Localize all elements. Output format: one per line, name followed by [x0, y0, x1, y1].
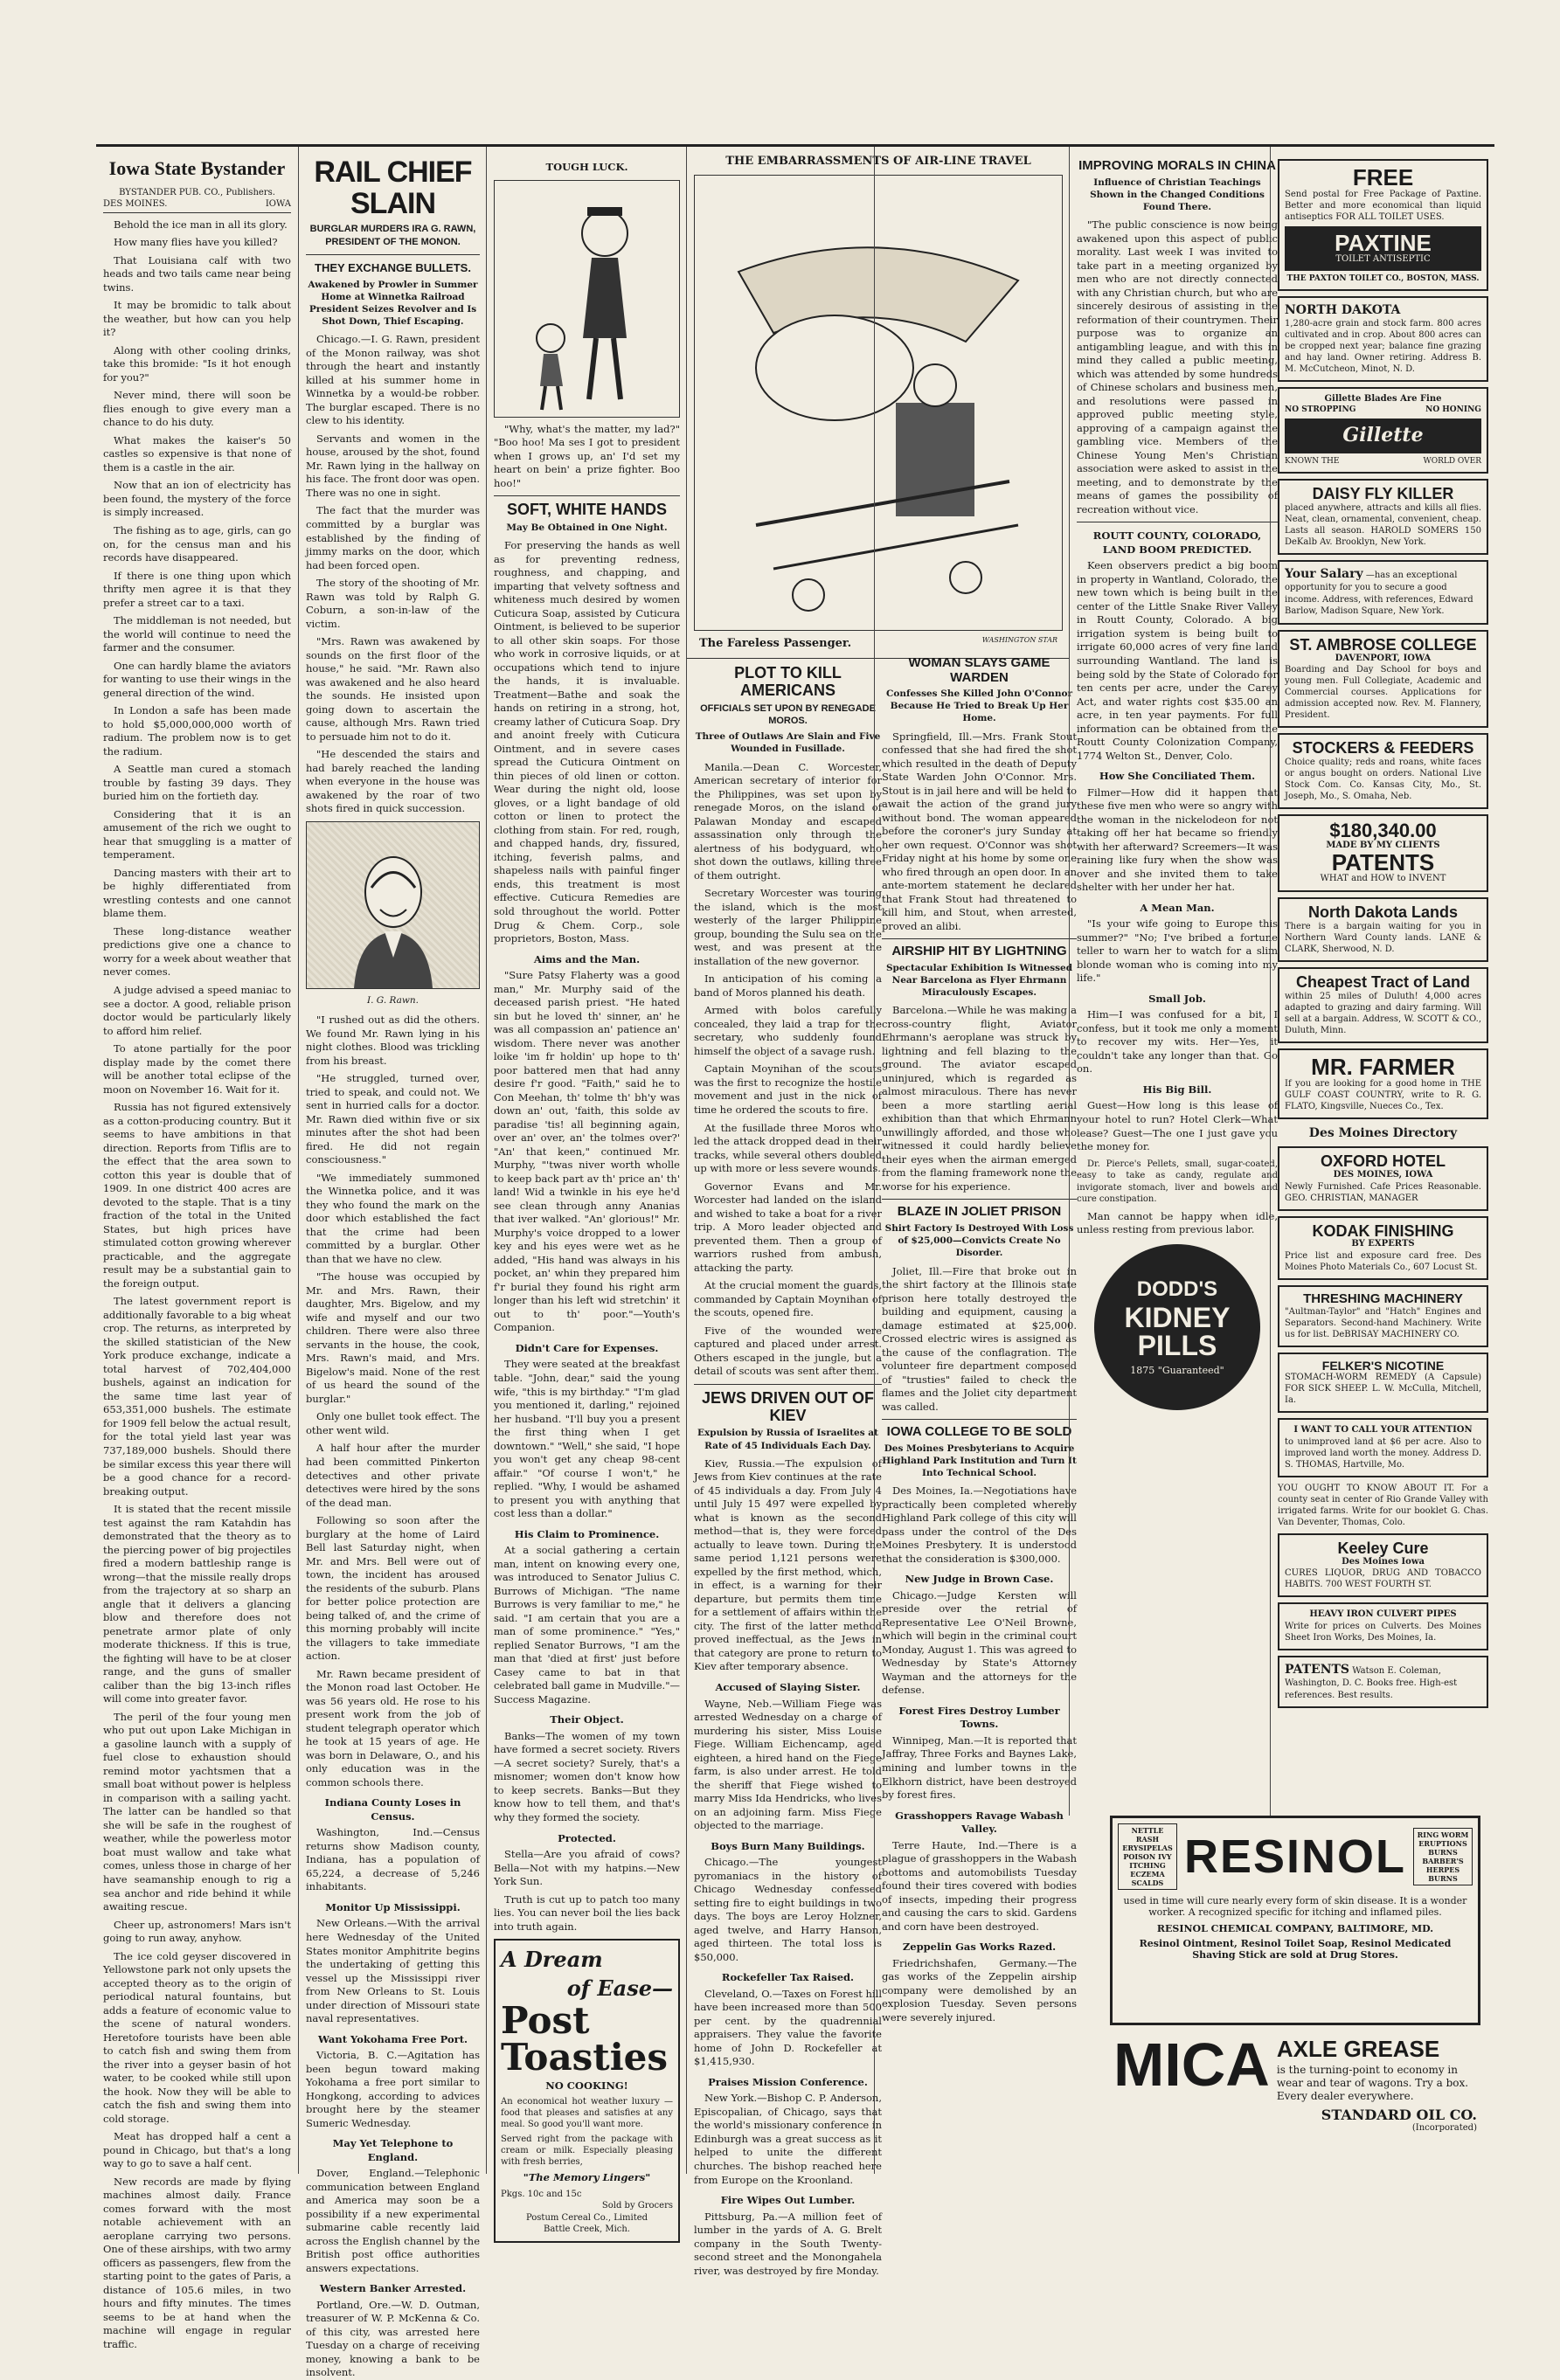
paragraph: In anticipation of his coming a band of Moros planned his death.: [694, 972, 882, 999]
headline-rail-chief: RAIL CHIEF SLAIN: [314, 156, 472, 220]
brief-headline: How She Conciliated Them.: [1099, 770, 1256, 783]
paragraph: "We immediately summoned the Winnetka police, and it was they who found the mark on the door which established the fact that the crime had been committed by a burglar. Other than that we have no clew.: [306, 1171, 480, 1265]
ad-headline: Keeley Cure: [1337, 1539, 1429, 1557]
paragraph: These long-distance weather predictions give one a chance to worry for a week about weather that never comes.: [103, 924, 291, 979]
subdeck: Shirt Factory Is Destroyed With Loss of $25,000—Convicts Create No Disorder.: [884, 1222, 1074, 1259]
brief-headline: Boys Burn Many Buildings.: [711, 1839, 865, 1852]
resinol-maker: RESINOL CHEMICAL COMPANY, BALTIMORE, MD.: [1156, 1923, 1434, 1934]
paragraph: "He struggled, turned over, tried to speak, and could not. We sent in hurried calls for a doctor. Mr. Rawn died within five or six minutes after the shot had been fired. He did not regain consciousness.": [306, 1072, 480, 1166]
ad-headline: NORTH DAKOTA: [1285, 302, 1401, 317]
ad-body: Write for prices on Culverts. Des Moines Sheet Iron Works, Des Moines, Ia.: [1285, 1621, 1481, 1643]
ad-line: KIDNEY: [1124, 1302, 1231, 1334]
attention-ad: [1278, 1418, 1488, 1477]
resinol-list-right: RING WORM ERUPTIONS BURNS BARBER'S HERPES BURNS: [1413, 1828, 1473, 1885]
ad-body: within 25 miles of Duluth! 4,000 acres adapted to grazing and dairy farming. Will sell at a bargain. Address, W. SCOTT & CO., Duluth, Minn.: [1285, 991, 1481, 1035]
paragraph: Guest—How long is this lease of your hotel to run? Hotel Clerk—What lease? Guest—The one I just gave you the money for.: [1077, 1099, 1278, 1153]
paragraph: Mr. Rawn became president of the Monon road last October. He was 56 years old. He rose to his present work from the job of student telegraph operator which he took at 15 years of age. He was born in Delaware, O., and his only education was in the common schools there.: [306, 1667, 480, 1788]
column-3: [486, 147, 687, 2235]
ad-body: Choice quality; reds and roans, white faces or angus bought on orders. National Live Stock Com. Co. Kansas City, Mo., St. Joseph, Mo., S. Omaha, Neb.: [1285, 757, 1481, 801]
brief-headline: Their Object.: [550, 1713, 624, 1726]
brief-body: Cleveland, O.—Taxes on Forest hill have been increased more than 500 per cent. by the quadrennial appraisers. They value the favorite home of John D. Rockefeller at $1,415,930.: [694, 1987, 882, 2068]
brief-headline: His Big Bill.: [1142, 1083, 1212, 1096]
ad-sub: Des Moines Iowa: [1342, 1556, 1425, 1567]
cartoon-title: THE EMBARRASSMENTS OF AIR-LINE TRAVEL: [725, 155, 1031, 168]
newspaper-page: [96, 144, 1494, 2379]
paragraph: Springfield, Ill.—Mrs. Frank Stout confessed that she had fired the shot which resulted in the death of Deputy State Warden John O'Connor. Mrs. Stout is in jail here and will be held to await the action of the grand jury without bond. The woman appeared before the coroner's jury Sunday at her own request. O'Connor was shot Friday night at his home by some one who fired through an open door. In an ante-mortem statement he declared that Frank Stout had threatened to kill him, and Stout, when arrested, proved an alibi.: [882, 730, 1077, 932]
divider: [882, 1199, 1077, 1200]
brief-body: Portland, Ore.—W. D. Outman, treasurer of W. P. McKenna & Co. of this city, was arrested here Tuesday on a charge of receiving money, knowing a bank to be insolvent.: [306, 2298, 480, 2379]
paragraph: At the crucial moment the guards, commanded by Captain Moynihan of the scouts, opened fire.: [694, 1279, 882, 1319]
ad-headline: Cheapest Tract of Land: [1295, 972, 1471, 991]
paragraph: It may be bromidic to talk about the weather, but how can you help it?: [103, 299, 291, 339]
brief-body: New Orleans.—With the arrival here Wednesday of the United States monitor Amphitrite begins the undertaking of getting this vessel up the Mississippi river from New Orleans to St. Louis under direction of Missouri state naval representatives.: [306, 1917, 480, 2025]
paragraph: "Mrs. Rawn was awakened by sounds on the first floor of the house," he said. "Mr. Rawn also was awakened and he also heard the sounds. He insisted upon going down to ascertain the cause, although Mrs. Rawn tried to persuade him not to do it.: [306, 635, 480, 743]
divider: [882, 1419, 1077, 1420]
ad-left: NO STROPPING: [1285, 405, 1356, 414]
deck: BURGLAR MURDERS IRA G. RAWN, PRESIDENT OF THE MONON.: [309, 224, 476, 248]
brief-headline: Rockefeller Tax Raised.: [721, 1971, 855, 1984]
paragraph: For preserving the hands as well as for preventing redness, roughness, and chapping, and imparting that velvety softness and whiteness much desired by women Cuticura Soap, assisted by Cuticura Ointment, is believed to be superior to all other skin soaps. For those who work in corrosive liquids, or at occupations which tend to injure the hands, it is invaluable. Treatment—Bathe and soak the hands on retiring in a strong, hot, creamy lather of Cuticura Soap. Dry and anoint freely with Cuticura Ointment, and in severe cases spread the Cuticura Ointment on thin pieces of old linen or cotton. Wear during the night old, loose gloves, or a light bandage of old cotton or linen to protect the clothing from stain. For red, rough, and chapped hands, dry, fissured, itching, feverish palms, and shapeless nails with painful finger ends, this treatment is most effective. Cuticura Remedies are sold throughout the world. Potter Drug & Chem. Corp., sole proprietors, Boston, Mass.: [494, 539, 680, 945]
ad-maker: Postum Cereal Co., Limited: [525, 2212, 648, 2223]
subdeck: Influence of Christian Teachings Shown in the Changed Conditions Found There.: [1090, 176, 1265, 212]
mica-ad: [1110, 2031, 1480, 2165]
headline-joliet: BLAZE IN JOLIET PRISON: [897, 1204, 1062, 1220]
paragraph: Chicago.—I. G. Rawn, president of the Monon railway, was shot through the heart and instantly killed at his summer home in Winnetka by a would-be robber. The burglar escaped. There is no clew to his identity.: [306, 333, 480, 427]
paragraph: Five of the wounded were captured and placed under arrest. Others escaped in the jungle, but a detail of scouts was sent after them.: [694, 1324, 882, 1378]
brief-body: Chicago.—Judge Kersten will preside over the retrial of Representative Lee O'Neil Browne, which will begin in the criminal court Monday, August 1. This was agreed to Wednesday by State's Attorney Wayman and the attorneys for the defense.: [882, 1588, 1077, 1697]
ad-headline: FELKER'S NICOTINE: [1321, 1358, 1445, 1373]
ad-headline: DAISY FLY KILLER: [1312, 484, 1454, 502]
paragraph: Armed with bolos carefully concealed, they laid a trap for the secretary, who suddenly found himself the object of a savage rush.: [694, 1004, 882, 1057]
brief-headline: Small Job.: [1148, 992, 1206, 1005]
ad-body: —has an exceptional opportunity for you to secure a good income. Address, with references, Edward Barlow, Madison Square, New York.: [1285, 570, 1473, 617]
paragraph: Captain Moynihan of the scouts was the first to recognize the hostile movement and just in the nick of time he ordered the scouts to fire.: [694, 1062, 882, 1116]
paragraph: It is stated that the recent missile test against the ram Katahdin has demonstrated that the theory as to the piercing power of big projectiles fired a modern battleship range is wrong—that the missile really drops from the trajectory at so sharp an angle that it delivers a glancing blow and therefore does not penetrate armor plate of only moderate thickness. If this is true, the fighting will have to be at closer range, and the guns of smaller caliber than the big 13-inch rifles will come into greater favor.: [103, 1503, 291, 1705]
headline-china: IMPROVING MORALS IN CHINA: [1078, 158, 1276, 173]
paragraph: Kiev, Russia.—The expulsion of Jews from Kiev continues at the rate of 45 individuals a day. From July 4 until July 15 497 were expelled by what is known as the second method—that is, they were forced actually to leave town. During the same period 1,121 persons were expelled by the first method, which, in effect, is a warning for their departure, but permits them time for a settlement of affairs within the city. The first of the latter method proved ineffectual, as the Jews in that category are prone to return to Kiev after temporary absence.: [694, 1456, 882, 1673]
column-6: [1069, 147, 1285, 1816]
headline-routt: ROUTT COUNTY, COLORADO, LAND BOOM PREDICTED.: [1092, 529, 1262, 556]
brief-headline: Grasshoppers Ravage Wabash Valley.: [895, 1809, 1064, 1836]
paragraph: One can hardly blame the aviators for wanting to use their wings in the general direction of the wind.: [103, 659, 291, 699]
ad-body: Watson E. Coleman, Washington, D. C. Books free. High-est references. Best results.: [1285, 1665, 1458, 1700]
irrigation-notice: YOU OUGHT TO KNOW ABOUT IT. For a county seat in center of Rio Grande Valley with irrigated farms. Write for our booklet G. Chas. Van Deventer, Thomas, Colo.: [1278, 1483, 1488, 1527]
brief-body: New York.—Bishop C. P. Anderson, Episcopalian, of Chicago, says that the world's missionary conference in Edinburgh was a great success as it helped to unite the different churches. The bishop reached here from Europe on the Kroonland.: [694, 2092, 882, 2186]
publisher-line: BYSTANDER PUB. CO., Publishers.: [119, 187, 275, 197]
ad-headline: PATENTS: [1331, 849, 1435, 876]
north-dakota-lands-ad: [1278, 897, 1488, 962]
stockers-ad: [1278, 733, 1488, 809]
brief-headline: Western Banker Arrested.: [319, 2282, 467, 2295]
brief-body: Terre Haute, Ind.—There is a plague of grasshoppers in the Wabash bottoms and automobilists Tuesday found their tires covered with bodies of insects, impeding their progress and causing the cars to skid. Gardens and corn have been destroyed.: [882, 1838, 1077, 1933]
mica-body: is the turning-point to economy in wear and tear of wagons. Try a box. Every dealer everywhere.: [1276, 2064, 1469, 2102]
mica-title: MICA: [1113, 2031, 1270, 2099]
paragraph: Behold the ice man in all its glory.: [114, 218, 288, 231]
ad-sub: DAVENPORT, IOWA: [1335, 653, 1432, 663]
cartoon-caption-text: The Fareless Passenger.: [699, 636, 852, 650]
ad-slogan: "The Memory Lingers": [523, 2171, 651, 2184]
subdeck: Three of Outlaws Are Slain and Five Wounded in Fusillade.: [695, 731, 881, 755]
subdeck: Spectacular Exhibition Is Witnessed Near Barcelona as Flyer Ehrmann Miraculously Escapes.: [885, 962, 1073, 999]
brief-body: Winnipeg, Man.—It is reported that Jaffray, Three Forks and Baynes Lake, mining and lumber towns in the Elkhorn district, have been destroyed by forest fires.: [882, 1733, 1077, 1802]
mr-farmer-ad: [1278, 1048, 1488, 1119]
deck-2: THEY EXCHANGE BULLETS.: [315, 261, 471, 275]
ad-sub: DES MOINES, IOWA: [1333, 1170, 1433, 1180]
ad-body: CURES LIQUOR, DRUG AND TOBACCO HABITS. 700 WEST FOURTH ST.: [1285, 1568, 1481, 1590]
brief-body: Friedrichshafen, Germany.—The gas works of the Zeppelin airship company were demolished by an explosion Tuesday. Seven persons were severely injured.: [882, 1956, 1077, 2024]
brief-headline: Praises Mission Conference.: [708, 2075, 868, 2088]
plot-story: [694, 665, 882, 2278]
paragraph: In London a safe has been made to hold $5,000,000,000 worth of radium. The problem now is to get the radium.: [103, 704, 291, 758]
ad-banner: [1285, 226, 1481, 271]
brief-headline: Monitor Up Mississippi.: [325, 1900, 461, 1913]
state: IOWA: [265, 199, 291, 210]
ad-headline: THRESHING MACHINERY: [1303, 1290, 1463, 1306]
brief-body: Pittsburg, Pa.—A million feet of lumber in the yards of A. G. Brelt company in the South Twenty-second street and the Monongahela river, was destroyed by fire Monday.: [694, 2210, 882, 2277]
ad-headline: ST. AMBROSE COLLEGE: [1289, 635, 1477, 654]
ad-line: of Ease—: [566, 1975, 673, 2001]
ad-headline: Gillette Blades Are Fine: [1324, 394, 1442, 405]
paragraph: Governor Evans and Mr. Worcester had landed on the island and wished to take a boat for a river trip. A Moro leader objected and prevented them. Then a group of warriors rushed from ambush, attacking the party.: [694, 1180, 882, 1274]
kodak-ad: [1278, 1216, 1488, 1280]
dodds-kidney-pills-ad: [1094, 1244, 1260, 1410]
brief-headline: Didn't Care for Expenses.: [515, 1341, 659, 1354]
patents-ad: [1278, 814, 1488, 892]
brief-headline: Indiana County Loses in Census.: [324, 1796, 461, 1823]
ad-body: If you are looking for a good home in THE GULF COAST COUNTRY, write to R. G. FLATO, Kingsville, Nueces Co., Tex.: [1285, 1078, 1481, 1111]
brief-headline: Want Yokohama Free Port.: [317, 2032, 468, 2045]
st-ambrose-ad: [1278, 630, 1488, 728]
brief-body: Victoria, B. C.—Agitation has been begun toward making Yokohama a free port similar to Hongkong, according to advices brought here by the steamer Sumeric Wednesday.: [306, 2049, 480, 2129]
headline-plot: PLOT TO KILL AMERICANS: [734, 664, 842, 699]
subdeck: Expulsion by Russia of Israelites at Rate of 45 Individuals Each Day.: [697, 1428, 878, 1451]
ad-city: Battle Creek, Mich.: [544, 2224, 630, 2235]
mica-maker: STANDARD OIL CO.: [1321, 2107, 1477, 2123]
warden-story: [882, 656, 1077, 2024]
ad-tag: 1875 "Guaranteed": [1130, 1365, 1224, 1377]
paragraph: "Is your wife going to Europe this summer?" "No; I've bribed a fortune teller to warn her to watch for a slim blonde woman who is coming into my life.": [1077, 917, 1278, 985]
divider: [494, 495, 680, 496]
gillette-ad: [1278, 387, 1488, 474]
ad-brand: Toasties: [501, 2035, 669, 2079]
ad-brand: Post: [501, 1998, 590, 2042]
pellets-notice: Dr. Pierce's Pellets, small, sugar-coated, easy to take as candy, regulate and invigorate stomach, liver and bowels and cure constipation.: [1077, 1159, 1278, 1205]
headline-soft-hands: SOFT, WHITE HANDS: [507, 501, 667, 519]
ad-line: A Dream: [501, 1947, 603, 1973]
ad-headline: I WANT TO CALL YOUR ATTENTION: [1293, 1425, 1473, 1436]
ad-maker: THE PAXTON TOILET CO., BOSTON, MASS.: [1286, 273, 1480, 283]
headline-iowa-college: IOWA COLLEGE TO BE SOLD: [886, 1424, 1072, 1440]
salary-ad: [1278, 560, 1488, 625]
brief-headline: A Mean Man.: [1140, 901, 1215, 914]
paragraph: That Louisiana calf with two heads and two tails came near being twins.: [103, 253, 291, 294]
editorial-paragraphs: [103, 218, 291, 2352]
resinol-list-left: NETTLE RASH ERYSIPELAS POISON IVY ITCHING ECZEMA SCALDS: [1118, 1823, 1177, 1890]
brief-headline: May Yet Telephone to England.: [332, 2137, 454, 2163]
paragraph: Des Moines, Ia.—Negotiations have practically been completed whereby Highland Park college of this city will pass under the control of the Des Moines Presbytery. It is understood that the consideration is $300,000.: [882, 1484, 1077, 1565]
paragraph: Dancing masters with their art to be highly differentiated from wrestling contests and one cannot blame them.: [103, 866, 291, 920]
paragraph: Only one bullet took effect. The other went wild.: [306, 1410, 480, 1436]
subdeck: May Be Obtained in One Night.: [506, 522, 668, 533]
ad-right: NO HONING: [1425, 405, 1481, 414]
paragraph: The ice cold geyser discovered in Yellowstone park not only upsets the accepted theory as to the origin of periodical natural fountains, but adds a feature of economic value to the scene of natural wonders. Heretofore tourists have been able to catch fish and swing them from the river into a geyser basin of hot water, to be cooked while still upon the hook. Now they will be able to catch the fish and swing them into cold storage.: [103, 1949, 291, 2125]
subdeck: Awakened by Prowler in Summer Home at Winnetka Railroad President Seizes Revolver and Is Shot Down, Thief Escaping.: [308, 279, 478, 328]
paragraph: Servants and women in the house, aroused by the shot, found Mr. Rawn lying in the hallway on his face. The front door was open. There was no one in sight.: [306, 432, 480, 499]
paragraph: What makes the kaiser's 50 castles so expensive is that none of them is a castle in the air.: [103, 433, 291, 474]
paragraph: "The public conscience is now being awakened upon this aspect of public morality. Last week I was invited to take part in a meeting organized by men who are not directly connected with any Christian church, but who are sincerely desirous of assisting in the reformation of their countrymen. Their purpose was to organize an antigambling league, and with this in mind they called a public meeting, which was attended by some hundreds of Chinese scholars and business men, and resolutions were passed in approved public meeting style, approving of a campaign against the gambling vice. Members of the Chinese Young Men's Christian association were asked to assist in the meeting, and to demonstrate by the means of games the possibility of recreation without vice.: [1077, 218, 1278, 515]
ad-headline: FREE: [1352, 164, 1414, 190]
mica-inc: (Incorporated): [1411, 2123, 1477, 2133]
paragraph: Cheer up, astronomers! Mars isn't going to run away, anyhow.: [103, 1918, 291, 1945]
paragraph: "I rushed out as did the others. We found Mr. Rawn lying in his night clothes. Blood was trickling from his breast.: [306, 1014, 480, 1067]
paragraph: The middleman is not needed, but the world will continue to need the farmer and the consumer.: [103, 614, 291, 654]
brief-body: Dover, England.—Telephonic communication between England and America may soon be a possibility if a new experimental submarine cable recently laid across the English channel by the British post office authorities answers expectations.: [306, 2167, 480, 2274]
ad-body: to unimproved land at $6 per acre. Also to improved land worth the money. Address D. S. THOMAS, Hartville, Mo.: [1285, 1436, 1481, 1470]
paragraph: Barcelona.—While he was making a cross-country flight, Aviator Ehrmann's aeroplane was struck by lightning and fell blazing to the ground. The aviator escaped uninjured, which is regarded as almost miraculous. There has never been a more startling aerial exhibition than that which Ehrmann unwillingly afforded, and those who witnessed it could hardly believe their eyes when the airman emerged from the flaming framework none the worse for his experience.: [882, 1004, 1077, 1193]
paragraph: The story of the shooting of Mr. Rawn was told by Ralph G. Coburn, a son-in-law of the victim.: [306, 577, 480, 630]
cartoon-credit: WASHINGTON STAR: [981, 635, 1057, 644]
oxford-hotel-ad: [1278, 1146, 1488, 1210]
resinol-top: [1118, 1823, 1473, 1890]
paragraph: At the fusillade three Moros who led the attack dropped dead in their tracks, while several others doubled up with more or less severe wounds.: [694, 1121, 882, 1175]
brief-body: Washington, Ind.—Census returns show Madison county, Indiana, has a population of 65,224, a decrease of 5,246 inhabitants.: [306, 1826, 480, 1893]
paragraph: To atone partially for the poor display made by the comet there will be another total eclipse of the moon on November 16. Wait for it.: [103, 1042, 291, 1096]
paragraph: Filmer—How did it happen that these five men who were so angry with the woman in the nickelodeon for not taking off her hat became so friendly with her afterward? Screemers—It was raining like fury when the show was over and she invited them to take shelter with her under her hat.: [1077, 785, 1278, 894]
ad-body: STOMACH-WORM REMEDY (A Capsule) FOR SICK SHEEP. L. W. McCulla, Mitchell, Ia.: [1285, 1373, 1481, 1406]
ad-body: Newly Furnished. Cafe Prices Reasonable. GEO. CHRISTIAN, MANAGER: [1285, 1181, 1481, 1203]
subdeck: Confesses She Killed John O'Connor Because He Tried to Break Up Her Home.: [885, 688, 1072, 724]
gillette-banner: Gillette: [1285, 419, 1481, 453]
column-1: [96, 147, 298, 2350]
ad-headline: Your Salary: [1285, 566, 1363, 581]
resinol-foot: Resinol Ointment, Resinol Toilet Soap, Resinol Medicated Shaving Stick are sold at Drug Stores.: [1139, 1938, 1452, 1961]
ad-body: An economical hot weather luxury — food that pleases and satisfies at any meal. So good you'll want more.: [501, 2097, 673, 2130]
column-5: [874, 147, 1084, 2174]
column-7: [1270, 147, 1495, 1816]
brief-headline: Accused of Slaying Sister.: [715, 1680, 861, 1693]
paragraph: Manila.—Dean C. Worcester, American secretary of interior for the Philippines, was set upon by renegade Moros, on the island of Palawan Monday and escaped assassination only through the alertness of his bodyguard, who shot down the outlaws, killing three of them outright.: [694, 760, 882, 882]
ad-headline: PATENTS: [1285, 1662, 1350, 1677]
ad-body: There is a bargain waiting for you in Northern Ward County lands. LANE & CLARK, Sherwood, N. D.: [1285, 921, 1481, 954]
column-2: [298, 147, 487, 2379]
paragraph: "Sure Patsy Flaherty was a good man," Mr. Murphy said of the deceased parish priest. "He hated sin but he loved th' sinner, an' he was all compassion an' patience an' wisdom. There never was another loike 'im fr holdin' up hope to th' poor battered men that had anny desire f'r good. "Faith," said he to Con Meehan, th' tolme th' bh'y was down an' out, 'faith, this solde av paradise 'tis! all beginning again, over an' over, an' the tolmes over?' "An' that keen," continued Mr. Murphy, "'twas niver worth wholle to keep back part av th' price an' th' land! Wid a twinkle in his eye he'd see clean through anny Ananias that iver walked. "An' glorious!" Mr. Murphy's voice dropped to a lower key and his eyes were wet as he added, "His hand was always in his pocket, an' whin they prepared him f'r burial they found his right arm longer than his left wid stretchin' it out to th' poor."—Youth's Companion.: [494, 969, 680, 1334]
resinol-body: used in time will cure nearly every form of skin disease. It is a wonder worker. A recognized specific for itching and inflamed piles.: [1123, 1895, 1467, 1918]
ad-headline: STOCKERS & FEEDERS: [1292, 739, 1474, 758]
divider: [882, 938, 1077, 939]
paragraph: Secretary Worcester was touring the island, which is the most westerly of the larger Philippine group, bounding the Sulu sea on the west, and was present at the installation of the new governor.: [694, 887, 882, 967]
ad-line: PILLS: [1137, 1330, 1217, 1362]
paragraph: The fishing as to age, girls, can go on, for the census man and his records have disappeared.: [103, 524, 291, 564]
ad-row: [1285, 405, 1481, 415]
paragraph: A judge advised a speed maniac to see a doctor. A good, reliable prison doctor would be particularly likely to afford him relief.: [103, 983, 291, 1037]
paragraph: Now that an ion of electricity has been found, the mystery of the force is simply increased.: [103, 479, 291, 519]
ad-amount: $180,340.00: [1329, 819, 1437, 841]
ad-body: Price list and exposure card free. Des Moines Photo Materials Co., 607 Locust St.: [1285, 1250, 1481, 1272]
brief-headline: Forest Fires Destroy Lumber Towns.: [898, 1704, 1060, 1731]
cartoon-title: TOUGH LUCK.: [545, 161, 628, 173]
ad-price: Pkgs. 10c and 15c: [501, 2189, 582, 2199]
paragraph: Never mind, there will soon be flies enough to give every man a chance to do his duty.: [103, 389, 291, 429]
ad-right: WORLD OVER: [1423, 456, 1481, 466]
north-dakota-ad: [1278, 296, 1488, 383]
deck: OFFICIALS SET UPON BY RENEGADE MOROS.: [700, 702, 876, 727]
paragraph: "The house was occupied by Mr. and Mrs. Rawn, their daughter, Mrs. Bigelow, and my wife and myself and our two children. There were also three servants in the house, the cook, Mrs. Rawn's maid, and Mrs. Bigelow's maid. None of the rest of us heard the sound of the burglar.": [306, 1270, 480, 1405]
paragraph: Following so soon after the burglary at the home of Laird Bell last Saturday night, when Mr. and Mrs. Bell were out of town, the incident has aroused the residents of the suburb. Plans for better police protection are being talked of, and the crime of this morning probably will incite the villagers to take immediate action.: [306, 1514, 480, 1663]
ad-body: Send postal for Free Package of Paxtine. Better and more economical than liquid antiseptics FOR ALL TOILET USES.: [1285, 190, 1481, 222]
culvert-ad: [1278, 1602, 1488, 1650]
paragraph: How many flies have you killed?: [114, 236, 278, 249]
paragraph: Joliet, Ill.—Fire that broke out in the shirt factory at the Illinois state prison here totally destroyed the building and equipment, causing a damage estimated at $25,000. Crossed electric wires is assigned as the cause of the conflagration. The volunteer fire department composed of "trusties" failed to check the flames and the Joliet city department was called.: [882, 1264, 1077, 1413]
paragraph: New records are made by flying machines almost daily. France comes forward with the most notable achievement with an aeroplane carrying two persons. One of these airships, with two army officers as passengers, flew from the starting point to the gates of Paris, a distance of 105.6 miles, in two hours and fifty minutes. The times seems to be at hand when the machine will engage in regular traffic.: [103, 2175, 291, 2350]
cartoon-caption: "Why, what's the matter, my lad?" "Boo hoo! Ma ses I got to president when I grows up, an' I'd set my heart on bein' a prize fighter. Boo hoo!": [494, 422, 680, 489]
ad-headline: OXFORD HOTEL: [1321, 1152, 1446, 1171]
ad-row: [1285, 457, 1481, 467]
portrait-icon: [341, 840, 446, 988]
divider: [694, 1384, 882, 1385]
paragraph: Russia has not figured extensively as a cotton-producing country. But it seems to have ambitions in that direction. Reports from Tiflis are to the effect that the area sown to cotton this year is double that of 1909. In one district 400 acres are devoted to the staple. That is a tiny fraction of the total in the United States, but high prices have stimulated cotton growing wherever practicable, and the aggregate result may be a substantial gain to the foreign output.: [103, 1101, 291, 1290]
ad-sub: TOILET ANTISEPTIC: [1335, 254, 1431, 264]
brief-body: Chicago.—The youngest pyromaniacs in the history of Chicago Wednesday confessed setting fire to eight buildings in two days. The boys are Leroy Holzner, aged twelve, and Harry Hanson, aged thirteen. The total loss is $50,000.: [694, 1856, 882, 1963]
dateline: [103, 198, 291, 213]
city: DES MOINES.: [103, 199, 168, 210]
threshing-ad: [1278, 1285, 1488, 1347]
cheapest-tract-ad: [1278, 967, 1488, 1043]
brief-headline: New Judge in Brown Case.: [905, 1573, 1054, 1586]
paragraph: Keen observers predict a big boom in property in Wantland, Colorado, the new town which is being built in the center of the Little Snake River Valley in Routt County, Colorado. A big irrigation system is being built to irrigate 60,000 acres of very fine land surrounding Wantland. The land is being sold by the State of Colorado for ten cents per acre, under the Carey Act, and water rights cost $35.00 an acre, in ten year payments. For full information can be obtained from the Routt County Colonization Company, 1774 Welton St., Denver, Colo.: [1077, 559, 1278, 762]
ad-headline: North Dakota Lands: [1307, 903, 1459, 921]
ad-headline: KODAK FINISHING: [1312, 1221, 1454, 1240]
paragraph: At a social gathering a certain man, intent on knowing every one, was introduced to Senator Julius C. Burrows of Michigan. "The name Burrows is very familiar to me," he said. "I am certain that you are a man of some prominence." "Yes," replied Senator Burrows, "I am the man that 'died at first' just before Casey came to bat in that celebrated ball game in Mudville."—Success Magazine.: [494, 1544, 680, 1705]
headline-airship: AIRSHIP HIT BY LIGHTNING: [891, 944, 1067, 959]
paragraph: "He descended the stairs and had barely reached the landing when everyone in the house was awakened by the roar of two shots fired in quick succession.: [306, 748, 480, 815]
patents2-ad: [1278, 1656, 1488, 1709]
daisy-fly-killer-ad: [1278, 479, 1488, 555]
paragraph: Considering that it is an amusement of the rich we ought to hear that smuggling is a matter of temperament.: [103, 807, 291, 861]
ad-sub: WHAT and HOW to INVENT: [1320, 874, 1446, 884]
ad-line: MADE BY MY CLIENTS: [1326, 840, 1440, 850]
ad-body: placed anywhere, attracts and kills all flies. Neat, clean, ornamental, convenient, cheap. Lasts all season. HAROLD SOMERS 150 DeKalb Av. Brooklyn, New York.: [1285, 502, 1481, 547]
portrait-caption: I. G. Rawn.: [366, 994, 419, 1006]
brief-headline: His Claim to Prominence.: [514, 1527, 660, 1540]
headline-warden: WOMAN SLAYS GAME WARDEN: [908, 655, 1050, 685]
ad-body: 1,280-acre grain and stock farm. 800 acres cultivated and in crop. About 800 acres can be cropped next year; balance fine grazing and hay land. Owner retiring. Address B. M. McCutcheon, Minot, N. D.: [1285, 319, 1481, 375]
ad-headline: HEAVY IRON CULVERT PIPES: [1309, 1609, 1457, 1620]
paragraph: Along with other cooling drinks, take this bromide: "Is it hot enough for you?": [103, 343, 291, 384]
resinol-ad: [1110, 1816, 1480, 2025]
subdeck: Des Moines Presbyterians to Acquire Highland Park Institution and Turn It Into Technical School.: [882, 1443, 1077, 1479]
paragraph: Banks—The women of my town have formed a secret society. Rivers—A secret society? Surely, that's a misnomer; women don't know how to keep secrets. Banks—But they know how to tell them, and that's why they formed the society.: [494, 1729, 680, 1823]
felker-ad: [1278, 1353, 1488, 1414]
divider: [306, 254, 480, 255]
ad-sub: BY EXPERTS: [1351, 1239, 1415, 1249]
ad-headline: MR. FARMER: [1311, 1053, 1455, 1080]
paragraph: Stella—Are you afraid of cows? Bella—Not with my hatpins.—New York Sun.: [494, 1848, 680, 1888]
mica-text: [1277, 2038, 1477, 2162]
resinol-title: RESINOL: [1183, 1830, 1407, 1883]
paragraph: Truth is cut up to patch too many lies. You can never boil the lies back into truth again.: [494, 1892, 680, 1933]
paragraph: A half hour after the murder had been committed Pinkerton detectives and other private detectives were hired by the sons of the dead man.: [306, 1442, 480, 1509]
paxtine-ad: [1278, 159, 1488, 291]
brief-headline: Protected.: [558, 1831, 616, 1844]
portrait-illustration: [306, 821, 480, 989]
brief-body: Wayne, Neb.—William Fiege was arrested Wednesday on a charge of murdering his sister, Miss Louise Fiege. William Eichencamp, aged eighteen, a hired hand on the Fiege farm, is also under arrest. He told the sheriff that Fiege wished to marry Miss Ida Hendricks, who lives on an adjoining farm. Miss Fiege objected to the marriage.: [694, 1697, 882, 1832]
headline-kiev: JEWS DRIVEN OUT OF KIEV: [701, 1388, 874, 1424]
cartoon-illustration: [494, 180, 680, 418]
paragraph: If there is one thing upon which thrifty men agree it is that they prefer a street car to a taxi.: [103, 569, 291, 609]
proverb: Man cannot be happy when idle, unless resting from previous labor.: [1077, 1209, 1278, 1236]
paragraph: The latest government report is additionally favorable to a big wheat crop. The returns, as interpreted by the skilled statistician of the New York produce exchange, indicate a total harvest of 702,404,000 bushels, against an indication for the same time last year of 653,351,000 bushels. The estimate for 1909 fell below the actual result, for the total yield last year was 737,189,000 bushels. Should there be similar excess this year there will be a good chance for a record-breaking output.: [103, 1295, 291, 1498]
ad-body: "Aultman-Taylor" and "Hatch" Engines and Separators. Second-hand Machinery. Write us for list. DeBRISAY MACHINERY CO.: [1285, 1306, 1481, 1339]
ad-body: Boarding and Day School for boys and young men. Full Collegiate, Academic and Commercial courses. Applications for admission accepted now. Rev. M. Flannery, President.: [1285, 665, 1481, 721]
brief-headline: Zeppelin Gas Works Razed.: [902, 1941, 1057, 1954]
ad-brand: PAXTINE: [1335, 230, 1432, 256]
keeley-cure-ad: [1278, 1533, 1488, 1597]
paragraph: They were seated at the breakfast table. "John, dear," said the young wife, "this is my birthday." "I'm glad you mentioned it, darling," rejoined her husband. "I'll buy you a present the first thing when I get downtown." "Well," she said, "I hope you won't get any cheap 98-cent affair." "Of course I won't," he replied. "Why, I would be ashamed to present you with anything that cost less than a dollar.": [494, 1358, 680, 1520]
brief-headline: Fire Wipes Out Lumber.: [720, 2194, 856, 2207]
paragraph: Him—I was confused for a bit, I confess, but it took me only a moment to recover my wits. Her—Yes, it couldn't take any longer than that. Go on.: [1077, 1008, 1278, 1076]
directory-title: Des Moines Directory: [1308, 1125, 1458, 1140]
mica-sub: AXLE GREASE: [1276, 2036, 1440, 2062]
post-toasties-ad: [494, 1939, 680, 2243]
cartoon-figures-icon: [509, 190, 666, 417]
ad-left: KNOWN THE: [1285, 456, 1340, 466]
ad-tag: NO COOKING!: [545, 2079, 628, 2092]
paragraph: A Seattle man cured a stomach trouble by fasting 39 days. They buried him on the fortieth day.: [103, 763, 291, 803]
ad-body: Served right from the package with cream or milk. Especially pleasing with fresh berries,: [501, 2134, 673, 2168]
masthead: Iowa State Bystander: [108, 157, 286, 179]
paragraph: The fact that the murder was committed by a burglar was established by the finding of jimmy marks on the door, which had been forced open.: [306, 504, 480, 571]
ad-sold: Sold by Grocers: [601, 2201, 673, 2211]
brief-headline: Aims and the Man.: [533, 952, 641, 965]
ad-line: DODD'S: [1136, 1276, 1218, 1301]
paragraph: Meat has dropped half a cent a pound in Chicago, but that's a long way to go to save a half cent.: [103, 2130, 291, 2170]
paragraph: The peril of the four young men who put out upon Lake Michigan in a gasoline launch with a supply of fuel close to exhaustion should remind motor yachtsmen that a small boat without power is helpless in comparison with a sailing yacht. The latter can be handled so that she will be safe in the roughest of weather, while the powerless motor boat must wallow and take what comes, unless those in charge of her have seamanship enough to rig a sea anchor and ride behind it while awaiting rescue.: [103, 1710, 291, 1913]
